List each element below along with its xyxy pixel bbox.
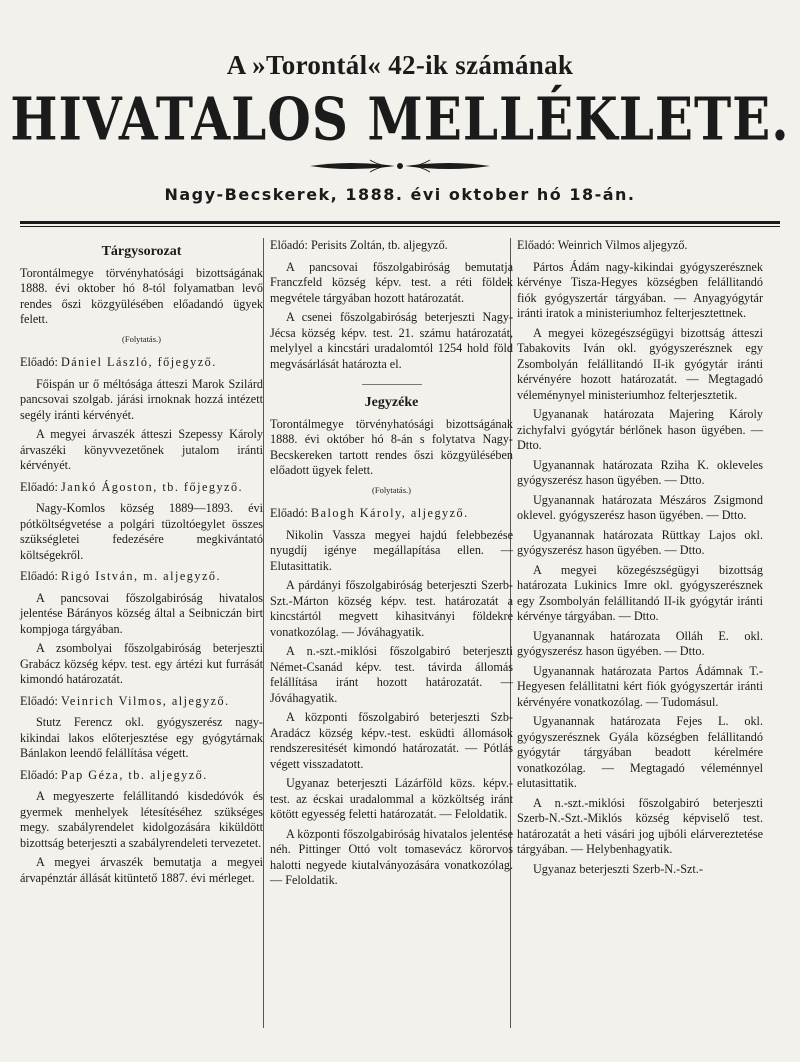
column-divider (263, 238, 264, 1028)
record-item: Ugyananak határozata Majering Károly zichyfalvi gyógytár bérlőnek hason ügyében. — Dtto. (517, 407, 763, 452)
agenda-item: A zsombolyai főszolgabiróság beterjeszti Grabácz község képv. test. egy ártézi kut furrását kimondó határozatát. (20, 641, 263, 686)
speaker-name: Balogh Károly, aljegyző. (310, 506, 469, 520)
speaker-name: Jankó Ágoston, tb. főjegyző. (60, 479, 244, 494)
agenda-item: Főispán ur ő méltósága átteszi Marok Szilárd pancsovai szolgab. járási irnoknak hozzá intézett segély iránti kérvényét. (20, 376, 263, 422)
masthead-title: HIVATALOS MELLÉKLETE. (10, 84, 790, 154)
record-item: A központi főszolgabiró beterjeszti Szb-Aradácz község képv.-test. esküdti állomások rendszeresitését kimondó határozatát. — Pótlás végett visszadatott. (270, 710, 513, 771)
record-item: A párdányi főszolgabiróság beterjeszti Szerb-Szt.-Márton község képv. test. határozatát a kincstártól megvett kihasitványi földekre vonatkozólag. — Jóváhagyatik. (270, 578, 513, 639)
dateline: Nagy-Becskerek, 1888. évi oktober hó 18-án. (164, 185, 636, 204)
header-rule-thin (20, 226, 780, 227)
agenda-item: A megyeszerte felállitandó kisdedóvók és gyermek menhelyek létesítéséhez szükséges megy. szabályrendelet kidolgozására kiküldött bizottság beterjeszti a szabályrendeleti tervezetet. (20, 789, 263, 850)
column-2 (270, 238, 513, 1038)
speaker-label: Előadó: (20, 767, 61, 782)
ornament-divider-icon (300, 156, 500, 176)
record-item: A megyei közegészségügyi bizottság határozata Lukinics Imre okl. gyógyszerésznek egy Zsombolyán felállitandó II-ik gyógytár iránti kérvénye tárgyában. — Dtto. (517, 562, 763, 623)
record-item: A n.-szt.-miklósi főszolgabiró beterjeszti Szerb-N.-Szt.-Miklós község képviselő test. határozatát a heti vásári jog ujbóli elárvereztetése tárgyában. — Helybenhagyatik. (517, 795, 763, 856)
speaker-line (20, 355, 263, 371)
speaker-label: Előadó: (20, 479, 61, 494)
continuation-note: (Folytatás.) (122, 333, 161, 344)
agenda-item: Nagy-Komlos község 1889—1893. évi pótköltségvetése a polgári tüzoltóegylet összes szükségletei fedezésére megkivántató költségekről. (20, 501, 263, 562)
section-intro: Torontálmegye törvényhatósági bizottságának 1888. évi oktober hó 8-tól folyamatban levő rendes őszi közgyülésében előadandó ügyek felett. (20, 265, 263, 326)
speaker-label: Előadó: (20, 693, 61, 708)
speaker-name: Perisits Zoltán, tb. aljegyző. (310, 238, 448, 252)
continuation-note: (Folytatás.) (372, 484, 411, 495)
speaker-label: Előadó: (270, 506, 311, 520)
agenda-item: A megyei árvaszék bemutatja a megyei árvapénztár állását kitüntető 1887. évi mérleget. (20, 855, 263, 885)
speaker-line (20, 768, 263, 784)
speaker-line (20, 694, 263, 710)
speaker-line (517, 238, 763, 254)
speaker-name: Veinrich Vilmos, aljegyző. (60, 693, 230, 708)
section-divider (362, 384, 422, 385)
agenda-item: A pancsovai főszolgabiróság hivatalos jelentése Bárányos község által a Seibniczán birt kompjoga tárgyában. (20, 590, 263, 636)
record-item: Ugyanaz beterjeszti Szerb-N.-Szt.- (533, 861, 703, 876)
speaker-line (20, 480, 263, 496)
column-3 (517, 238, 763, 1038)
record-item: Ugyanaz beterjeszti Lázárföld közs. képv.-test. az écskai uradalommal a közköltség iránt kötött egyesség feletti határozatát. — Feloldatik. (270, 776, 513, 821)
section-title: Tárgysorozat (101, 244, 182, 259)
speaker-name: Dániel László, főjegyző. (60, 355, 217, 369)
record-item: Ugyanannak határozata Fejes L. okl. gyógyszerésznek Gyála községben felállitandó gyógytár tárgyában beadott kérelmére vonatkozólag. — Megtagadó véleménnyel elutasittatik. (517, 714, 763, 790)
speaker-label: Előadó: (20, 355, 61, 369)
section-intro: Torontálmegye törvényhatósági bizottságának 1888. évi október hó 8-án s folytatva Nagy-Becskereken tartott rendes őszi közgyülésében előadott ügyek felett. (270, 416, 513, 477)
column-1 (20, 238, 263, 1038)
record-item: A n.-szt.-miklósi főszolgabiró beterjeszti Német-Csanád képv. test. távirda állomás felállítása iránt hozott határozatát. — Jóváhagyatik. (270, 644, 513, 705)
record-item: Ugyanannak határozata Mészáros Zsigmond oklevel. gyógyszerész hason ügyében. — Dtto. (517, 492, 763, 522)
agenda-item: A megyei árvaszék átteszi Szepessy Károly árvaszéki könyvvezetőnek jutalom iránti kérvényét. (20, 427, 263, 472)
header-rule (20, 221, 780, 224)
agenda-item: A pancsovai főszolgabiróság bemutatja Franczfeld község képv. test. a réti földek megvétele tárgyában hozott határozatát. (270, 259, 513, 305)
speaker-label: Előadó: (517, 238, 558, 252)
record-item: Ugyanannak határozata Partos Ádámnak T.-Hegyesen felállitatni kért fiók gyógyszertár iránti kérvényére vonatkozólag. — Tudomásul. (517, 663, 763, 709)
speaker-line (20, 569, 263, 585)
speaker-name: Pap Géza, tb. aljegyző. (60, 767, 208, 782)
section-title: Jegyzéke (364, 395, 419, 410)
record-item: A megyei közegészségügyi bizottság átteszi Tabakovits Iván okl. gyógyszerésznek egy Zsombolyán felállitandó II-ik gyógytár iránti kérvényére hozott határozatát. — Megtagadó véleménynyel ministeriumhoz felterjesztetik. (517, 325, 763, 402)
masthead-subtitle: A »Torontál« 42-ik számának (226, 50, 574, 80)
record-item: A központi főszolgabiróság hivatalos jelentése néh. Pittinger Ottó volt tomasevácz körorvos halotti negyede kiutalványozására vonatkozólag. — Feloldatik. (270, 826, 513, 887)
speaker-line (270, 238, 513, 254)
speaker-name: Rigó István, m. aljegyző. (60, 569, 221, 583)
record-item: Pártos Ádám nagy-kikindai gyógyszerésznek kérvénye Tisza-Hegyes községben felállitandó fiók gyógyszertár tárgyában. — Anyagyógytár iránti iratok a ministeriumhoz felterjesztettnek. (517, 259, 763, 320)
record-item: Ugyanannak határozata Olláh E. okl. gyógyszerész hason ügyében. — Dtto. (517, 628, 763, 658)
record-item: Ugyanannak határozata Rziha K. okleveles gyógyszerész hason ügyében. — Dtto. (517, 457, 763, 487)
record-item: Ugyanannak határozata Rüttkay Lajos okl. gyógyszerész hason ügyében. — Dtto. (517, 527, 763, 557)
speaker-line (270, 506, 513, 522)
agenda-item: Stutz Ferencz okl. gyógyszerész nagy-kikindai lakos előterjesztése egy gyógytárnak Bánlakon leendő felállítása végett. (20, 715, 263, 760)
record-item: Nikolin Vassza megyei hajdú felebbezése nyugdíj igénye megállapítása ellen. — Elutasittatik. (270, 527, 513, 573)
speaker-label: Előadó: (20, 569, 61, 583)
agenda-item: A csenei főszolgabiróság beterjeszti Nagy-Jécsa község képv. test. 21. számu határozatát, melylyel a kincstári uradalomtól 1254 hold föld megvásárlását határozta el. (270, 310, 513, 371)
speaker-name: Weinrich Vilmos aljegyző. (557, 238, 688, 252)
speaker-label: Előadó: (270, 238, 311, 252)
